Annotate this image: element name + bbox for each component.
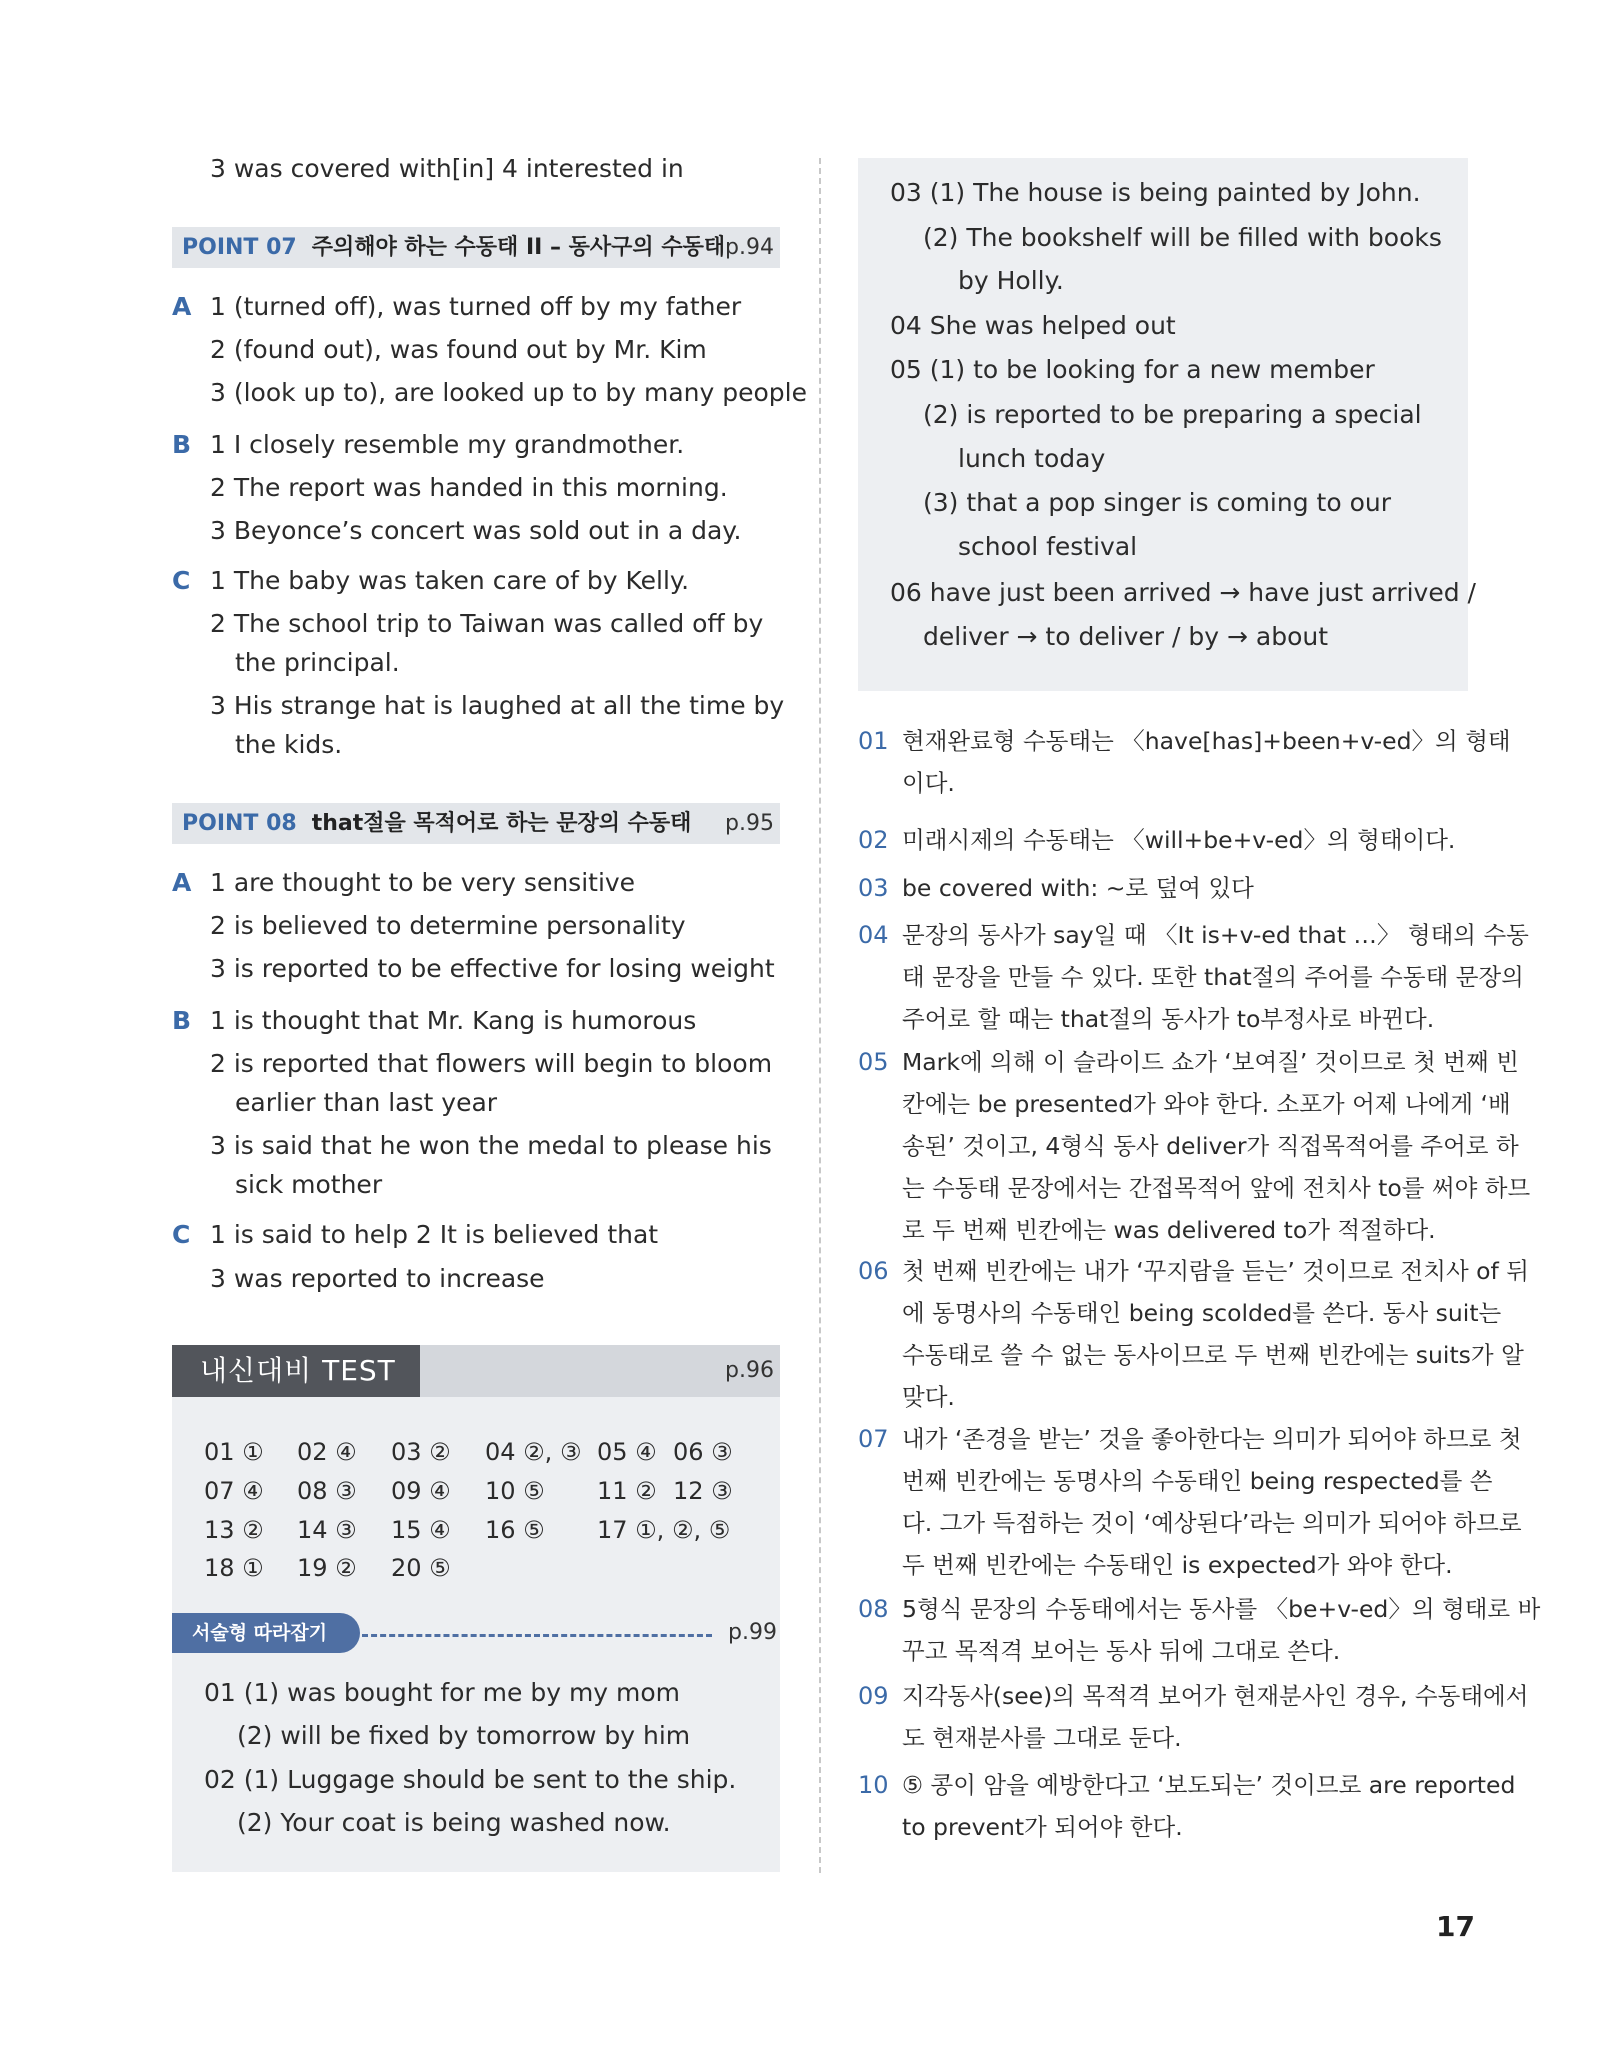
writing-02-1: 02 (1) Luggage should be sent to the ship. xyxy=(204,1765,737,1794)
explanation-line: 수동태로 쓸 수 없는 동사이므로 두 번째 빈칸에는 suits가 알 xyxy=(902,1341,1524,1369)
explanation-line: 는 수동태 문장에서는 간접목적어 앞에 전치사 to를 써야 하므 xyxy=(902,1174,1531,1202)
answer-item: 18 ① xyxy=(204,1554,264,1582)
point08-b-3b: sick mother xyxy=(235,1170,383,1199)
explanation-line: 주어로 할 때는 that절의 동사가 to부정사로 바뀐다. xyxy=(902,1005,1435,1033)
point07-header xyxy=(172,227,780,268)
writing-06-2: deliver → to deliver / by → about xyxy=(923,622,1329,651)
answer-item: 09 ④ xyxy=(391,1477,451,1505)
explanation-number: 06 xyxy=(858,1257,889,1285)
point08-letter-b: B xyxy=(172,1006,192,1035)
point07-b-3: 3 Beyonce’s concert was sold out in a day. xyxy=(210,516,742,545)
point07-title: 주의해야 하는 수동태 II – 동사구의 수동태 xyxy=(311,235,726,260)
answer-item: 17 ①, ②, ⑤ xyxy=(597,1516,731,1544)
explanation-line: 두 번째 빈칸에는 수동태인 is expected가 와야 한다. xyxy=(902,1551,1453,1579)
page-number: 17 xyxy=(1436,1910,1475,1943)
point07-c-2: 2 The school trip to Taiwan was called off by xyxy=(210,609,764,638)
point08-b-2: 2 is reported that flowers will begin to bloom xyxy=(210,1049,773,1078)
column-divider xyxy=(819,158,821,1873)
point07-b-2: 2 The report was handed in this morning. xyxy=(210,473,728,502)
explanation-number: 05 xyxy=(858,1048,889,1076)
explanation-line: 5형식 문장의 수동태에서는 동사를 〈be+v-ed〉의 형태로 바 xyxy=(902,1595,1541,1623)
point08-page: p.95 xyxy=(725,811,774,836)
writing-03-2: (2) The bookshelf will be filled with books xyxy=(923,223,1442,252)
test-page: p.96 xyxy=(725,1358,774,1383)
point08-a-3: 3 is reported to be effective for losing weight xyxy=(210,954,775,983)
point07-c-2b: the principal. xyxy=(235,648,400,677)
point08-letter-a: A xyxy=(172,868,192,897)
point08-c-2: 3 was reported to increase xyxy=(210,1264,545,1293)
writing-05-2b: lunch today xyxy=(958,444,1106,473)
point08-a-1: 1 are thought to be very sensitive xyxy=(210,868,636,897)
point07-c-1: 1 The baby was taken care of by Kelly. xyxy=(210,566,690,595)
point07-c-3b: the kids. xyxy=(235,730,343,759)
point08-header xyxy=(172,803,780,844)
point08-letter-c: C xyxy=(172,1220,191,1249)
explanation-line: 맞다. xyxy=(902,1383,955,1411)
point07-b-1: 1 I closely resemble my grandmother. xyxy=(210,430,685,459)
explanation-line: 도 현재분사를 그대로 둔다. xyxy=(902,1724,1182,1752)
answer-item: 12 ③ xyxy=(673,1477,733,1505)
answer-item: 20 ⑤ xyxy=(391,1554,451,1582)
explanation-line: 송된’ 것이고, 4형식 동사 deliver가 직접목적어를 주어로 하 xyxy=(902,1132,1519,1160)
explanation-line: Mark에 의해 이 슬라이드 쇼가 ‘보여질’ 것이므로 첫 번째 빈 xyxy=(902,1048,1519,1076)
answer-item: 02 ④ xyxy=(297,1438,357,1466)
explanation-line: ⑤ 콩이 암을 예방한다고 ‘보도되는’ 것이므로 are reported xyxy=(902,1771,1516,1799)
test-title: 내신대비 TEST xyxy=(172,1345,420,1397)
answer-item: 05 ④ xyxy=(597,1438,657,1466)
explanation-line: 다. 그가 득점하는 것이 ‘예상된다’라는 의미가 되어야 하므로 xyxy=(902,1509,1522,1537)
point07-letter-c: C xyxy=(172,566,191,595)
explanation-number: 10 xyxy=(858,1771,889,1799)
writing-05-1: 05 (1) to be looking for a new member xyxy=(890,355,1375,384)
answer-item: 10 ⑤ xyxy=(485,1477,545,1505)
answer-item: 08 ③ xyxy=(297,1477,357,1505)
answer-item: 06 ③ xyxy=(673,1438,733,1466)
point07-a-2: 2 (found out), was found out by Mr. Kim xyxy=(210,335,707,364)
explanation-line: be covered with: ~로 덮여 있다 xyxy=(902,874,1254,902)
explanation-line: 첫 번째 빈칸에는 내가 ‘꾸지람을 듣는’ 것이므로 전치사 of 뒤 xyxy=(902,1257,1529,1285)
top-answer-line: 3 was covered with[in] 4 interested in xyxy=(210,154,684,183)
explanation-number: 04 xyxy=(858,921,889,949)
explanation-line: 문장의 동사가 say일 때 〈It is+v-ed that …〉 형태의 수동 xyxy=(902,921,1529,949)
explanation-number: 02 xyxy=(858,826,889,854)
point08-title: that절을 목적어로 하는 문장의 수동태 xyxy=(311,811,692,836)
explanation-line: 에 동명사의 수동태인 being scolded를 쓴다. 동사 suit는 xyxy=(902,1299,1502,1327)
writing-06-1: 06 have just been arrived → have just arrived / xyxy=(890,578,1476,607)
explanation-line: 내가 ‘존경을 받는’ 것을 좋아한다는 의미가 되어야 하므로 첫 xyxy=(902,1425,1522,1453)
explanation-line: 현재완료형 수동태는 〈have[has]+been+v-ed〉의 형태 xyxy=(902,727,1511,755)
explanation-number: 09 xyxy=(858,1682,889,1710)
point07-letter-b: B xyxy=(172,430,192,459)
explanation-line: 번째 빈칸에는 동명사의 수동태인 being respected를 쓴 xyxy=(902,1467,1493,1495)
answer-item: 15 ④ xyxy=(391,1516,451,1544)
explanation-line: 이다. xyxy=(902,769,955,797)
point08-c-1: 1 is said to help 2 It is believed that xyxy=(210,1220,659,1249)
explanation-number: 03 xyxy=(858,874,889,902)
explanation-line: 칸에는 be presented가 와야 한다. 소포가 어제 나에게 ‘배 xyxy=(902,1090,1511,1118)
explanation-line: 로 두 번째 빈칸에는 was delivered to가 적절하다. xyxy=(902,1216,1436,1244)
writing-05-2: (2) is reported to be preparing a special xyxy=(923,400,1422,429)
point08-b-1: 1 is thought that Mr. Kang is humorous xyxy=(210,1006,697,1035)
answer-item: 19 ② xyxy=(297,1554,357,1582)
explanation-line: to prevent가 되어야 한다. xyxy=(902,1813,1183,1841)
writing-04: 04 She was helped out xyxy=(890,311,1176,340)
point07-a-3: 3 (look up to), are looked up to by many people xyxy=(210,378,807,407)
point08-b-3: 3 is said that he won the medal to please his xyxy=(210,1131,772,1160)
answer-item: 16 ⑤ xyxy=(485,1516,545,1544)
point07-letter-a: A xyxy=(172,292,192,321)
writing-divider xyxy=(362,1634,712,1637)
writing-05-3b: school festival xyxy=(958,532,1138,561)
answer-item: 11 ② xyxy=(597,1477,657,1505)
explanation-line: 미래시제의 수동태는 〈will+be+v-ed〉의 형태이다. xyxy=(902,826,1456,854)
writing-05-3: (3) that a pop singer is coming to our xyxy=(923,488,1391,517)
writing-03-1: 03 (1) The house is being painted by John. xyxy=(890,178,1421,207)
writing-page: p.99 xyxy=(728,1620,777,1645)
answer-item: 01 ① xyxy=(204,1438,264,1466)
writing-section-label: 서술형 따라잡기 xyxy=(172,1613,360,1653)
writing-01-2: (2) will be fixed by tomorrow by him xyxy=(237,1721,691,1750)
writing-02-2: (2) Your coat is being washed now. xyxy=(237,1808,671,1837)
point08-label: POINT 08 xyxy=(182,811,297,836)
answer-item: 07 ④ xyxy=(204,1477,264,1505)
point08-a-2: 2 is believed to determine personality xyxy=(210,911,686,940)
answer-item: 04 ②, ③ xyxy=(485,1438,582,1466)
explanation-number: 01 xyxy=(858,727,889,755)
explanation-line: 지각동사(see)의 목적격 보어가 현재분사인 경우, 수동태에서 xyxy=(902,1682,1529,1710)
answer-item: 13 ② xyxy=(204,1516,264,1544)
point07-c-3: 3 His strange hat is laughed at all the time by xyxy=(210,691,785,720)
writing-01-1: 01 (1) was bought for me by my mom xyxy=(204,1678,681,1707)
explanation-line: 태 문장을 만들 수 있다. 또한 that절의 주어를 수동태 문장의 xyxy=(902,963,1524,991)
point08-b-2b: earlier than last year xyxy=(235,1088,498,1117)
point07-page: p.94 xyxy=(725,235,774,260)
answer-item: 03 ② xyxy=(391,1438,451,1466)
explanation-number: 07 xyxy=(858,1425,889,1453)
point07-a-1: 1 (turned off), was turned off by my father xyxy=(210,292,742,321)
point07-label: POINT 07 xyxy=(182,235,297,260)
explanation-number: 08 xyxy=(858,1595,889,1623)
answer-item: 14 ③ xyxy=(297,1516,357,1544)
writing-03-3: by Holly. xyxy=(958,266,1064,295)
explanation-line: 꾸고 목적격 보어는 동사 뒤에 그대로 쓴다. xyxy=(902,1637,1341,1665)
